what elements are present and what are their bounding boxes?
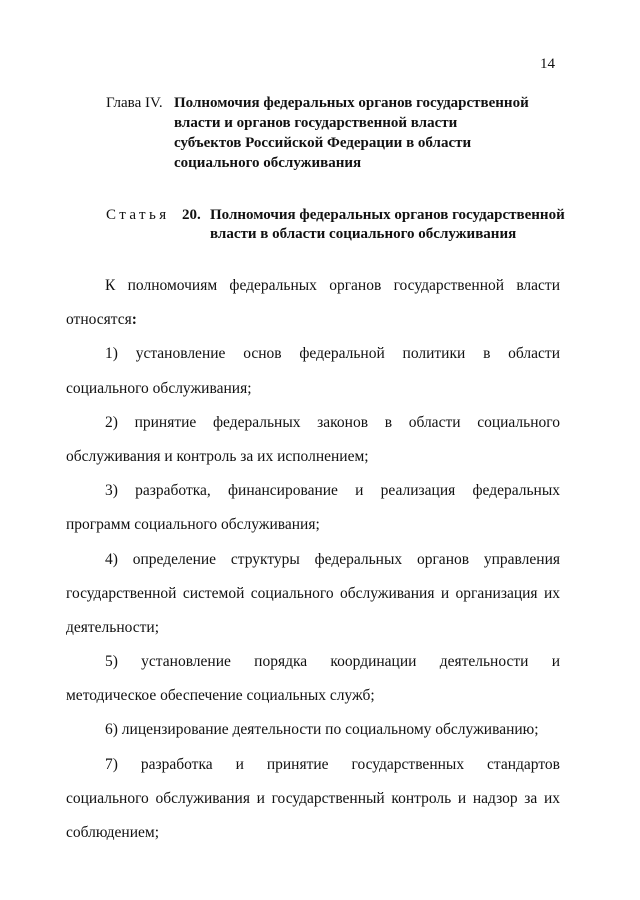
list-item-6-line: 6) лицензирование деятельности по социальному обслуживанию; <box>105 721 539 739</box>
chapter-title-line: Полномочия федеральных органов государственной <box>174 95 529 111</box>
list-item-1-line: 1) установление основ федеральной политики в области <box>105 345 560 363</box>
chapter-title <box>174 93 586 173</box>
list-item-7-line: социального обслуживания и государственный контроль и надзор за их <box>66 789 560 807</box>
article-number: 20. <box>182 207 201 223</box>
chapter-title-line: субъектов Российской Федерации в области <box>174 135 472 151</box>
list-item-4-line: государственной системой социального обслуживания и организация их <box>66 584 560 602</box>
list-item-5-line: 5) установление порядка координации деятельности и <box>105 653 560 671</box>
page-number: 14 <box>540 56 555 72</box>
article-title-line: Полномочия федеральных органов государственной <box>210 207 565 223</box>
chapter-title-line: социального обслуживания <box>174 155 362 171</box>
article-title-line: власти в области социального обслуживания <box>210 226 517 242</box>
list-item-3-line: программ социального обслуживания; <box>66 516 320 534</box>
paragraph-intro-line: относятся: <box>66 311 137 329</box>
list-item-4-line: 4) определение структуры федеральных органов управления <box>105 550 560 568</box>
list-item-1-line: социального обслуживания; <box>66 379 252 397</box>
paragraph-intro-line: К полномочиям федеральных органов государственной власти <box>105 277 560 294</box>
list-item-4-line: деятельности; <box>66 618 160 636</box>
list-item-2-line: обслуживания и контроль за их исполнением; <box>66 447 369 465</box>
list-item-2-line: 2) принятие федеральных законов в области социального <box>105 413 560 431</box>
article-heading <box>106 206 586 244</box>
list-item-7-line: соблюдением; <box>66 824 160 841</box>
chapter-heading <box>106 93 586 173</box>
chapter-title-line: власти и органов государственной власти <box>174 115 458 131</box>
list-item-5-line: методическое обеспечение социальных служб; <box>66 687 375 705</box>
article-title <box>210 206 586 244</box>
chapter-label: Глава IV. <box>106 95 163 111</box>
list-item-7-line: 7) разработка и принятие государственных стандартов <box>105 755 560 773</box>
article-label: Статья <box>106 207 170 223</box>
article-body <box>66 269 560 850</box>
list-item-3-line: 3) разработка, финансирование и реализация федеральных <box>105 482 560 500</box>
